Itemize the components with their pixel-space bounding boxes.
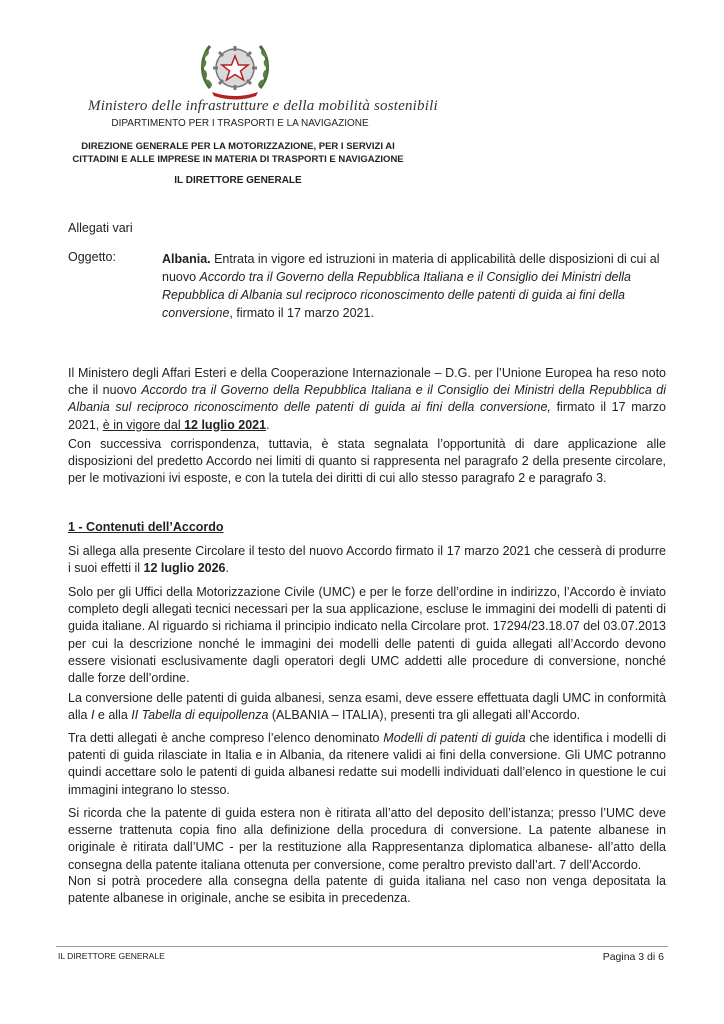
- section-1-paragraph-3: [68, 690, 666, 724]
- s1-p4-part-a: Tra detti allegati è anche compreso l’elenco denominato: [68, 731, 384, 745]
- footer-divider: [56, 946, 668, 947]
- footer-signature-label: IL DIRETTORE GENERALE: [58, 951, 165, 961]
- s1-p1-end: .: [225, 561, 229, 576]
- section-1-paragraph-5: [68, 805, 666, 874]
- s1-p1-part-a: Si allega alla presente Circolare il testo del nuovo Accordo firmato il 17 marzo 2021 che cesserà di produrre i suoi effetti il: [68, 544, 666, 576]
- intro-p1-part-a: Il Ministero degli Affari Esteri e della Cooperazione Internazionale – D.G. per l’Unione Europea ha reso noto che il nuovo: [68, 366, 666, 398]
- subject-agreement-title: Accordo tra il Governo della Repubblica Italiana e il Consiglio dei Ministri della Repubblica di Albania sul reciproco riconoscimento delle patenti di guida ai fini della conversione: [162, 270, 632, 320]
- section-1-paragraph-1: [68, 543, 666, 577]
- attachments-note: Allegati vari: [68, 221, 133, 235]
- intro-paragraph-2: [68, 436, 666, 488]
- s1-p4-italic: Modelli di patenti di guida: [383, 731, 526, 745]
- intro-paragraph-1: [68, 365, 666, 434]
- directorate-line-2: CITTADINI E ALLE IMPRESE IN MATERIA DI TRASPORTI E NAVIGAZIONE: [72, 154, 404, 165]
- department-name: DIPARTIMENTO PER I TRASPORTI E LA NAVIGAZIONE: [111, 118, 369, 129]
- intro-agreement-title: Accordo tra il Governo della Repubblica Italiana e il Consiglio dei Ministri della Repubblica di Albania sul reciproco riconoscimento delle patenti di guida ai fini della conversione,: [68, 383, 667, 415]
- s1-p3-part-b: e alla: [94, 708, 132, 723]
- s1-p3-italic-2: II Tabella di equipollenza: [131, 708, 269, 723]
- section-1-paragraph-4: [68, 730, 666, 799]
- s1-p5-text: Si ricorda che la patente di guida estera non è ritirata all’atto del deposito dell’istanza; presso l’UMC deve esserne trattenuta copia fino alla definizione della procedura di conversione. La patente albanese in originale è ritirata dall’UMC - per la restituzione alla Rappresentanza diplomatica albanese- all’atto della consegna della patente italiana ottenuta per conversione, come peraltro previsto dall’art. 7 dell’Accordo.: [68, 806, 666, 872]
- directorate-name: [60, 140, 416, 166]
- intro-p2-text: Con successiva corrispondenza, tuttavia, è stata segnalata l’opportunità di dare applicazione alle disposizioni del predetto Accordo nei limiti di quanto si rappresenta nel paragrafo 2 della presente circolare, per le motivazioni ivi esposte, e con la tutela dei diritti di cui allo stesso paragrafo 2 e paragrafo 3.: [68, 437, 666, 486]
- subject-text-part-2: , firmato il 17 marzo 2021.: [229, 306, 374, 320]
- intro-p1-part-b: firmato il 17 marzo 2021,: [68, 400, 667, 432]
- section-1-paragraph-6: [68, 873, 666, 907]
- intro-in-force-text: è in vigore dal: [102, 417, 185, 432]
- subject-country: Albania.: [162, 252, 211, 266]
- section-1-paragraph-2: [68, 584, 666, 687]
- italian-republic-emblem-icon: [196, 36, 274, 102]
- s1-p3-part-a: La conversione delle patenti di guida albanesi, senza esami, deve essere effettuata dagli UMC in conformità alla: [68, 691, 666, 723]
- s1-p4-part-b: che identifica i modelli di patenti di guida rilasciate in Italia e in Albania, da ritenere validi ai fini della conversione. Gli UMC potranno quindi accettare solo le patenti di guida albanesi redatte sui modelli individuati dall’elenco in questione le cui immagini integrano lo stesso.: [68, 731, 666, 797]
- subject-text: [162, 250, 666, 322]
- intro-p1-end: .: [266, 417, 270, 432]
- s1-p6-text: Non si potrà procedere alla consegna della patente di guida italiana nel caso non venga depositata la patente albanese in originale, anche se esibita in precedenza.: [68, 874, 666, 906]
- intro-in-force-phrase: [103, 418, 266, 432]
- director-title: IL DIRETTORE GENERALE: [174, 175, 302, 186]
- s1-p3-italic-1: I: [90, 708, 95, 723]
- page-number: Pagina 3 di 6: [602, 951, 664, 963]
- s1-p2-text: Solo per gli Uffici della Motorizzazione Civile (UMC) e per le forze dell’ordine in indirizzo, l’Accordo è inviato completo degli allegati tecnici necessari per la sua applicazione, escluse le immagini dei modelli di patenti di guida italiane. Al riguardo si richiama il principio indicato nella Circolare prot. 17294/23.18.07 del 03.07.2013 per cui la descrizione nonché le immagini dei modelli delle patenti di guida allegati all’Accordo devono essere visionati esclusivamente dagli operatori degli UMC addetti alle procedure di conversione, nonché dalle forze dell’ordine.: [68, 585, 666, 686]
- directorate-line-1: DIREZIONE GENERALE PER LA MOTORIZZAZIONE, PER I SERVIZI AI: [81, 141, 395, 152]
- s1-p1-date: 12 luglio 2026: [143, 561, 226, 576]
- subject-label: Oggetto:: [68, 250, 116, 264]
- section-1-title: 1 - Contenuti dell’Accordo: [68, 520, 224, 534]
- intro-in-force-date: 12 luglio 2021: [184, 417, 267, 432]
- subject-text-part-1: Entrata in vigore ed istruzioni in materia di applicabilità delle disposizioni di cui al nuovo: [162, 252, 660, 284]
- s1-p3-part-c: (ALBANIA – ITALIA), presenti tra gli allegati all’Accordo.: [268, 708, 581, 723]
- ministry-name: Ministero delle infrastrutture e della mobilità sostenibili: [88, 98, 438, 114]
